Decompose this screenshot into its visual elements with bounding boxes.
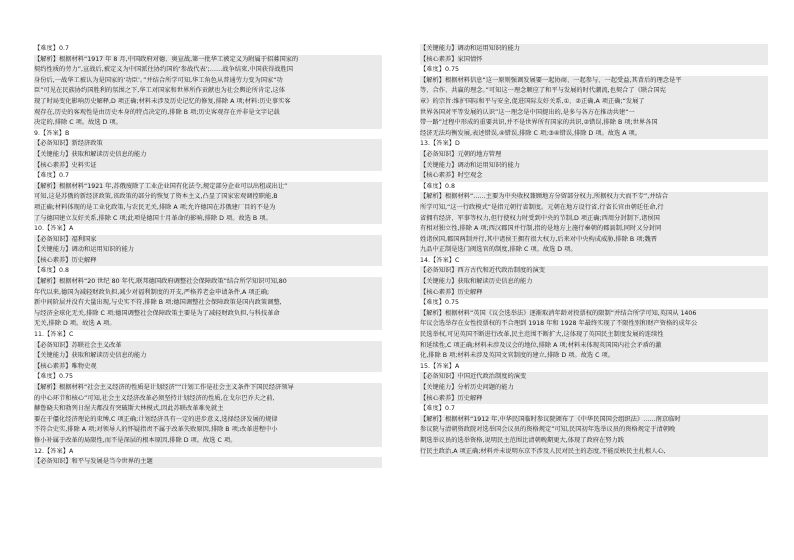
text-line: 【关键能力】调动和运用知识的能力 xyxy=(420,161,768,172)
text-line: 等、合作、共赢的理念。”可知这一理念顺应了和平与发展的时代潮流,也契合了《联合国宪 xyxy=(420,86,768,97)
text-line: 可知,这是苏俄的新经济政策,该政策的部分的恢复了资本主义,凸显了国家宏观调控职能,B xyxy=(34,192,382,203)
text-line: 【解析】根据材料“1917 年 8 月,中国政府对德、奥宣战,第一批华工被定义为附属于招募国家的 xyxy=(34,55,382,66)
text-line: 无关,排除 D 项。故选 A 项。 xyxy=(34,319,382,330)
text-line: 10.【答案】A xyxy=(34,225,74,233)
text-line: 【关键能力】获取和解读历史信息的能力 xyxy=(34,351,382,362)
text-line: 年议会选举存在女性投票权的不合理到 1918 年和 1928 年最终实现了不限性别和财产资格的成年公 xyxy=(420,319,768,330)
text-line: 12.【答案】A xyxy=(34,447,74,455)
text-line: 观存在,历史的客观性是由历史本身的特点决定的,排除 B 项;历史客观存在并非是文字记载 xyxy=(34,108,382,119)
text-line: 参议院与清朝资政院对选举国会议员的资格规定”可知,民国初年选举议员的资格规定于清朝晚 xyxy=(420,425,768,436)
text-line: 【必备知识】元朝的地方管理 xyxy=(420,150,768,161)
text-line: 年代以来,德国为减轻财政负担,减少对福利制度的开支,严格养老金申请条件,A 项正确; xyxy=(34,288,382,299)
text-line: 11.【答案】C xyxy=(34,331,74,339)
text-line: 【核心素养】历史解释 xyxy=(34,256,382,267)
text-line: 【难度】0.8 xyxy=(34,267,69,275)
text-line: 【核心素养】史料实证 xyxy=(34,161,382,172)
text-line: 【必备知识】中国近代政治制度的演变 xyxy=(420,372,768,383)
text-line: 期选举议员的选举资格,说明民主范围比清朝晚期更大,体现了政府在努力践 xyxy=(420,436,768,447)
text-line: 不符合史实,排除 A 项;对领导人的怀疑指责不属于改革失败原因,排除 B 项;改革进程中小 xyxy=(34,425,382,436)
text-line: 要在于僵化经济理论的束缚,C 项正确;计划经济具有一定的进步意义,选择经济发展的规律 xyxy=(34,415,382,426)
text-line: 【难度】0.75 xyxy=(420,66,459,74)
text-line: 【核心素养】唯物史观 xyxy=(34,362,382,373)
text-line: 【难度】0.7 xyxy=(34,45,69,52)
text-line: 【关键能力】调动和运用知识的能力 xyxy=(420,44,768,55)
text-line: 世界各国对平等发展的认识”这一理念是中国提出的,是多与各方在推动共建“一 xyxy=(420,108,768,119)
text-line: 【关键能力】分析历史问题的能力 xyxy=(420,383,768,394)
text-line: 赫鲁晓夫和勃列日涅夫都没有突破斯大林模式,因此苏联改革难免就主 xyxy=(34,404,382,415)
text-line: 身份后,一战华工被认为是国家的‘功臣’。”并结合所学可知,华工角色从普通劳力变为国家“功 xyxy=(34,76,382,87)
text-line: 【必备知识】和平与发展是当今世界的主题 xyxy=(34,457,382,468)
text-line: 的中心环节和核心”可知,社会主义经济改革必须坚持计划经济的性质,在戈尔巴乔夫之前, xyxy=(34,394,382,405)
text-line: 【难度】0.8 xyxy=(420,182,455,190)
text-line: 行民主政治,A 项正确;材料并未说明东京不涉及人民对民主的态度,不能反映民主扎根人心, xyxy=(420,447,768,458)
text-line: 【解析】根据材料“英国《议会选举法》逐渐取消年龄对投票权的限制”并结合所学可知,英国从 1406 xyxy=(420,309,768,320)
text-line: 姓诸侯国,郡国两制并行,其中诸侯王拥有很大权力,后来对中央构成威胁,排除 B 项;魏晋 xyxy=(420,235,768,246)
text-line: 了与德国建立友好关系,排除 C 项;此项是德国十月革命的影响,排除 D 项。故选 B 项。 xyxy=(34,214,382,225)
text-line: 化,排除 B 项;材料未涉及英国文官制度的建立,排除 D 项。故选 C 项。 xyxy=(420,351,768,362)
text-line: 【必备知识】苏联社会主义改革 xyxy=(34,341,382,352)
text-line: 【核心素养】家国情怀 xyxy=(420,55,768,66)
left-column xyxy=(34,44,382,560)
text-line: 项正确;材料体现的是工业化政策,与农民无关,排除 A 项;允许德国在苏俄建厂目的不是为 xyxy=(34,203,382,214)
text-line: 省拥有经济、军事等权力,但行使权力时受到中央的节制,D 项正确;西周分封制下,诸侯国 xyxy=(420,214,768,225)
text-line: 带一路”过程中形成的重要共识,并不是世界所有国家的共识,②错误,排除 B 项;世界各国 xyxy=(420,118,768,129)
text-line: 【难度】0.75 xyxy=(34,373,73,381)
text-line: 9.【答案】B xyxy=(34,129,70,137)
text-line: 【核心素养】时空观念 xyxy=(420,171,768,182)
text-line: 有相对独立性,排除 A 项;西汉郡国并行制,指的是地方上施行秦朝的郡县制,同时又分封同 xyxy=(420,224,768,235)
text-line: 经济无法均衡发展,表述错误,④错误,排除 C 项;③④错误,排除 D 项。故选 A 项。 xyxy=(420,129,768,140)
text-line: 和延续性,C 项正确;材料未涉及议会的地位,排除 A 项;材料未体现英国国内社会矛盾的激 xyxy=(420,341,768,352)
text-line: 新中间阶层并没有大量出现,与史实不符,排除 B 项;德国调整社会保障政策是国内政策调整, xyxy=(34,298,382,309)
text-line: 【关键能力】获取和解读历史信息的能力 xyxy=(420,277,768,288)
text-line: 13.【答案】D xyxy=(420,140,460,148)
text-line: 【难度】0.75 xyxy=(420,299,459,307)
text-line: 臣”可见在民族协约国胜利的氛围之下,华工对国家和世界所作贡献也为社会舆论所肯定,这体 xyxy=(34,86,382,97)
text-line: 契约性质的劳力”,宣战后,被定义为中国派往协约国的‘参战代表’;……战争结束,中国获得战胜国 xyxy=(34,65,382,76)
right-column xyxy=(420,44,768,560)
text-line: 14.【答案】C xyxy=(420,256,460,264)
text-line: 【解析】根据材料信息“这一原则强调发展要一起协商、一起参与、一起受益,其背后的理念是平 xyxy=(420,76,768,87)
text-line: 修小补属于改革的局限性,而不是深层的根本原因,排除 D 项。故选 C 项。 xyxy=(34,436,382,447)
text-line: 【关键能力】调动和运用知识的能力 xyxy=(34,245,382,256)
text-line: 【解析】根据材料“1921 年,苏俄废除了工业企业国有化法令,规定部分企业可以出租或出让” xyxy=(34,182,382,193)
text-line: 【难度】0.7 xyxy=(34,172,69,180)
text-line: 【解析】根据材料“20 世纪 80 年代,联邦德国政府调整社会保障政策”结合所学知识可知,80 xyxy=(34,277,382,288)
text-line: 【核心素养】历史解释 xyxy=(420,394,768,405)
text-line: 【必备知识】西方古代和近代政治制度的演变 xyxy=(420,266,768,277)
text-line: 【关键能力】获取和解读历史信息的能力 xyxy=(34,150,382,161)
text-line: 与经济全球化无关,排除 C 项;德国调整社会保障政策主要是为了减轻财政负担,与科技革命 xyxy=(34,309,382,320)
text-line: 决定的,排除 C 项。故选 D 项。 xyxy=(34,118,382,129)
text-line: 【难度】0.7 xyxy=(420,405,455,413)
text-line: 【必备知识】新经济政策 xyxy=(34,139,382,150)
text-line: 【核心素养】历史解释 xyxy=(420,288,768,299)
text-line: 章》的宗旨:维护国际和平与安全,促进国际友好关系,①、②正确,A 项正确;“发展了 xyxy=(420,97,768,108)
text-line: 15.【答案】A xyxy=(420,362,460,370)
text-line: 【解析】根据材料“1912 年,中华民国临时参议院颁布了《中华民国国会组织法》……南京临时 xyxy=(420,415,768,426)
text-line: 民选举权,可见英国不断进行改革,民主范围不断扩大,这体现了英国民主制度发展的连续性 xyxy=(420,330,768,341)
text-line: 【解析】根据材料“社会主义经济的性质是计划经济”“计划工作是社会主义条件下国民经济领导 xyxy=(34,383,382,394)
text-line: 【必备知识】福利国家 xyxy=(34,235,382,246)
text-line: 所学可知,“这一行政模式”是指元朝行省制度。元朝在地方设行省,行省长官由朝廷任命,行 xyxy=(420,203,768,214)
text-line: 九品中正制是选门阀选官的制度,排除 C 项。故选 D 项。 xyxy=(420,245,768,256)
text-line: 现了时局变化影响历史解释,D 项正确;材料未涉及历史记忆的修复,排除 A 项;材料:历史事实客 xyxy=(34,97,382,108)
text-line: 【解析】根据材料“……主要为中央收权兼顾地方分留部分权力,所据权力大而不专”,并结合 xyxy=(420,192,768,203)
